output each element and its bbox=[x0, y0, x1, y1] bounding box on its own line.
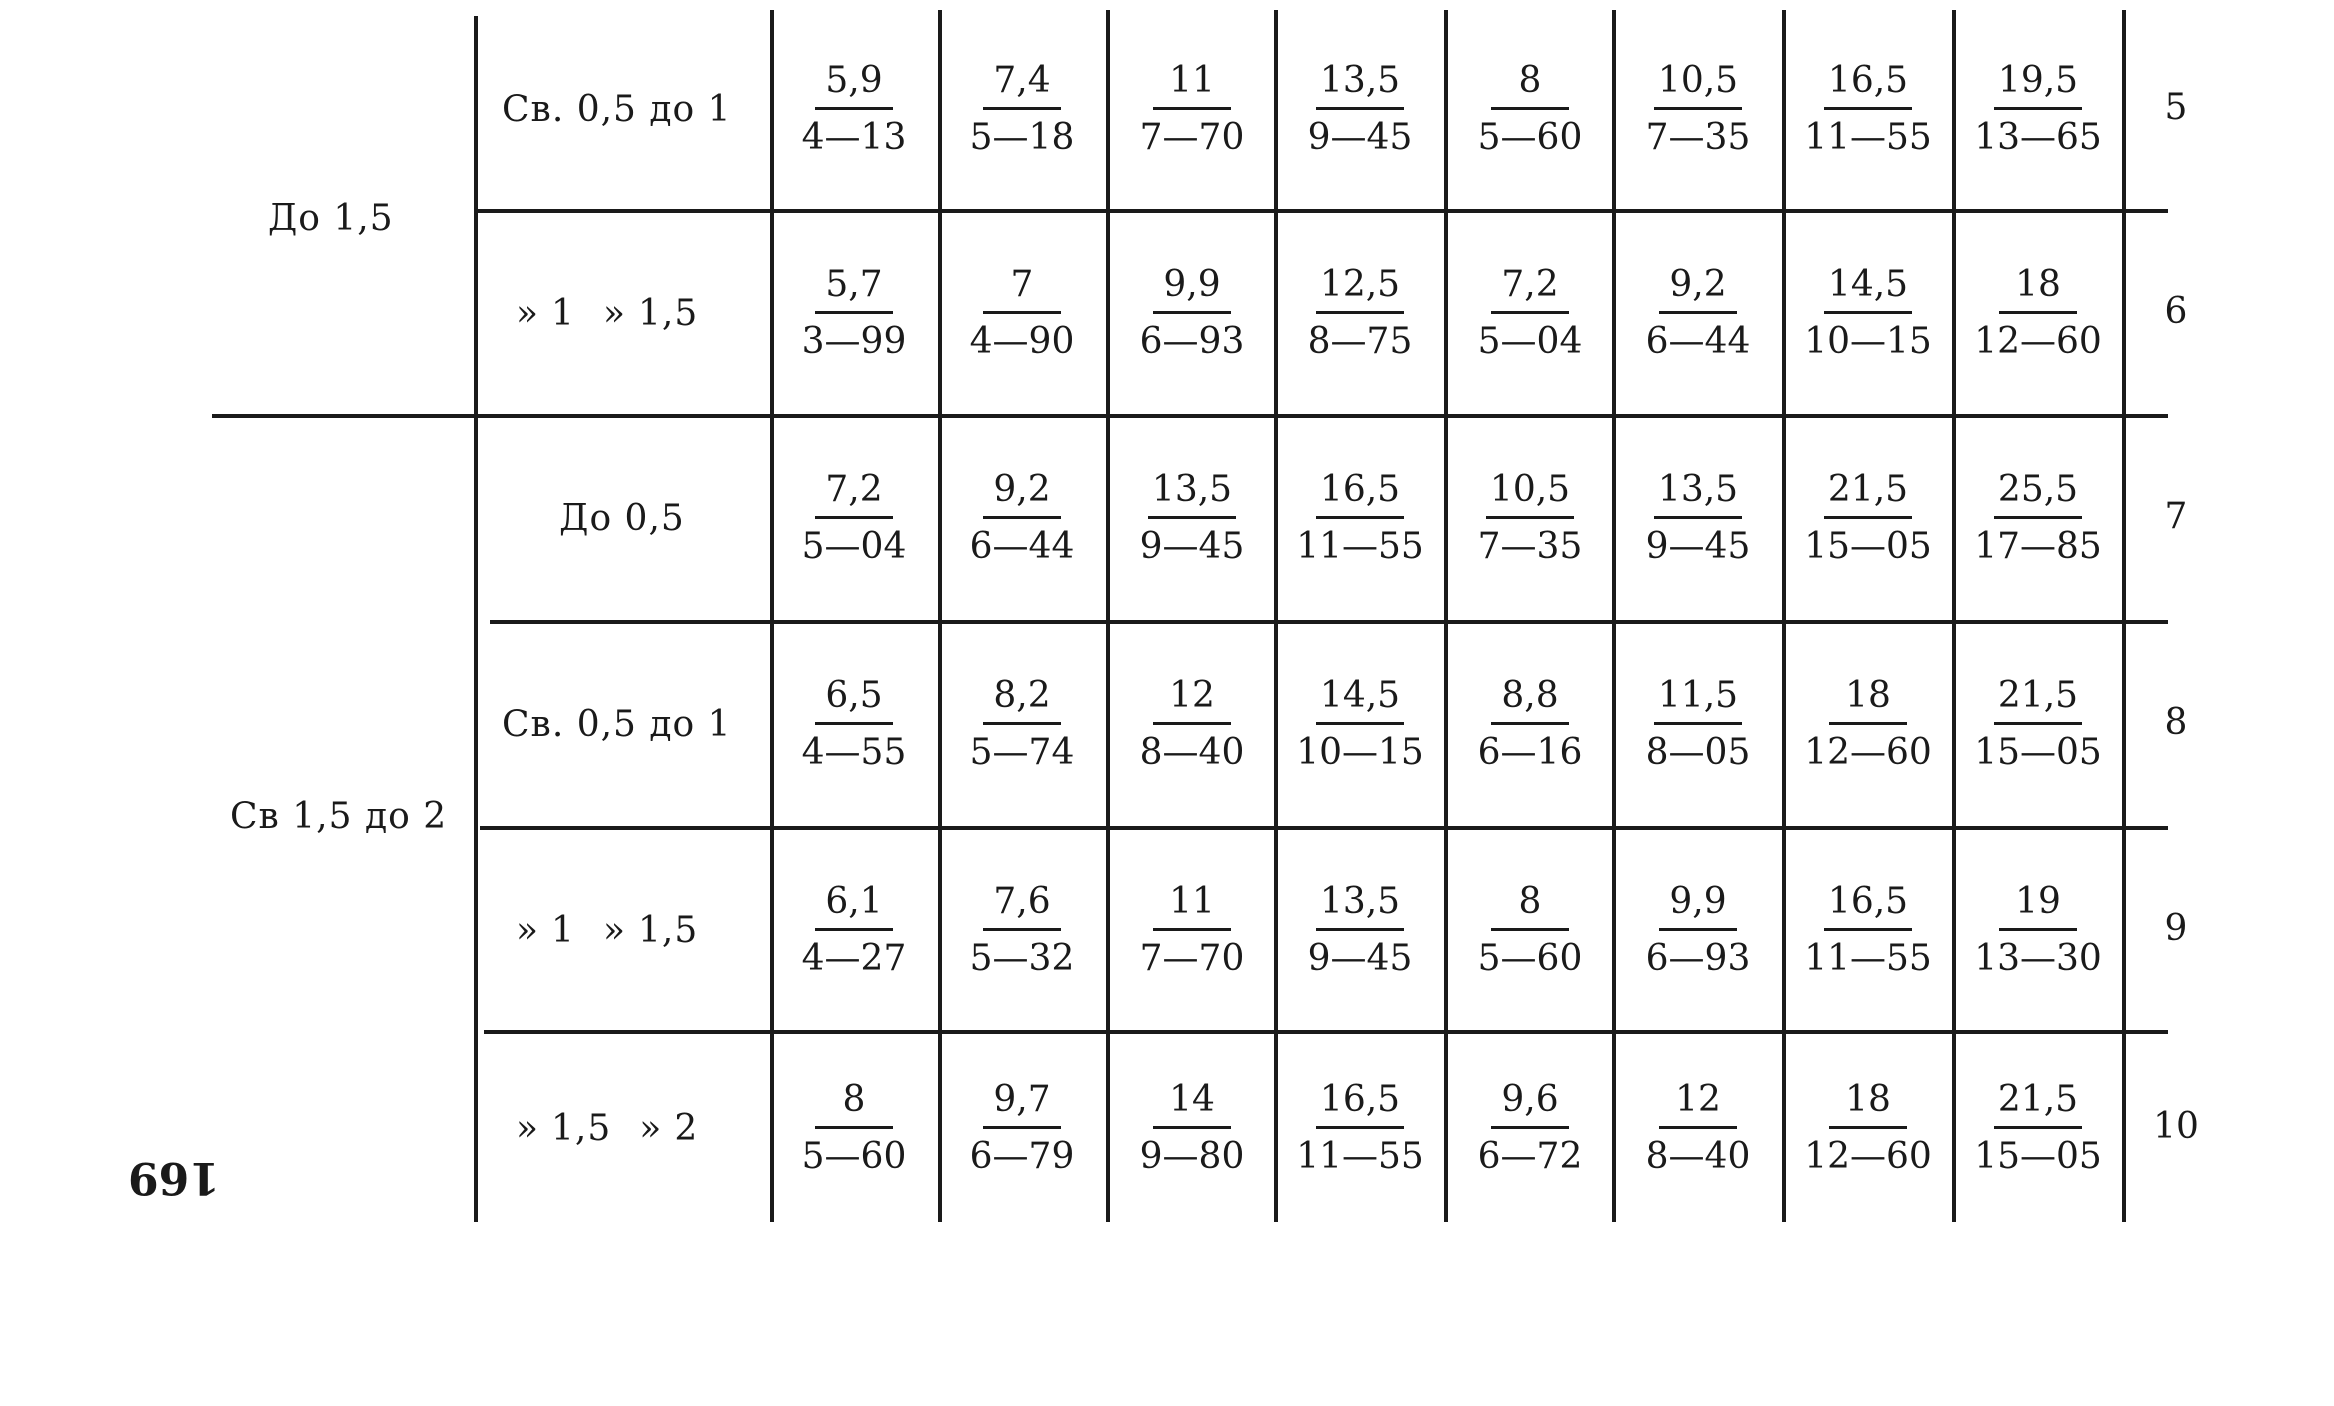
cell-numerator: 13,5 bbox=[1316, 63, 1404, 110]
cell-numerator: 9,6 bbox=[1491, 1082, 1569, 1129]
cell-numerator: 8 bbox=[815, 1082, 893, 1129]
cell-numerator: 14,5 bbox=[1824, 267, 1912, 314]
cell-numerator: 12,5 bbox=[1316, 267, 1404, 314]
cell-denominator: 15—05 bbox=[1974, 731, 2102, 773]
column-line bbox=[2122, 10, 2126, 1222]
fraction-cell bbox=[1784, 1034, 1952, 1222]
group-label: Св 1,5 до 2 bbox=[230, 796, 448, 837]
cell-denominator: 10—15 bbox=[1804, 320, 1932, 362]
fraction-cell bbox=[1108, 212, 1276, 414]
cell-numerator: 16,5 bbox=[1824, 63, 1912, 110]
cell-denominator: 12—60 bbox=[1804, 731, 1932, 773]
cell-numerator: 9,2 bbox=[1659, 267, 1737, 314]
fraction-cell bbox=[1784, 10, 1952, 208]
cell-numerator: 9,7 bbox=[983, 1082, 1061, 1129]
cell-denominator: 8—40 bbox=[1139, 731, 1245, 773]
range-text: 1,5 bbox=[551, 1107, 612, 1149]
cell-denominator: 6—79 bbox=[969, 1135, 1075, 1177]
cell-denominator: 5—74 bbox=[969, 731, 1075, 773]
fraction-cell bbox=[1446, 10, 1614, 208]
cell-numerator: 11 bbox=[1153, 63, 1231, 110]
range-text: » bbox=[639, 1107, 663, 1149]
fraction-cell bbox=[938, 1034, 1106, 1222]
cell-denominator: 9—45 bbox=[1139, 525, 1245, 567]
range-text: 1 bbox=[551, 909, 575, 951]
cell-denominator: 7—70 bbox=[1139, 937, 1245, 979]
cell-numerator: 12 bbox=[1659, 1082, 1737, 1129]
fraction-cell bbox=[938, 622, 1106, 826]
fraction-cell bbox=[1784, 830, 1952, 1030]
cell-numerator: 10,5 bbox=[1654, 63, 1742, 110]
cell-numerator: 12 bbox=[1153, 678, 1231, 725]
cell-denominator: 9—45 bbox=[1645, 525, 1751, 567]
cell-denominator: 8—05 bbox=[1645, 731, 1751, 773]
fraction-cell bbox=[938, 212, 1106, 414]
range-label bbox=[502, 702, 752, 746]
cell-numerator: 18 bbox=[1829, 1082, 1907, 1129]
fraction-cell bbox=[1954, 1034, 2122, 1222]
fraction-cell bbox=[1954, 830, 2122, 1030]
cell-denominator: 4—13 bbox=[801, 116, 907, 158]
range-label bbox=[502, 291, 752, 335]
cell-numerator: 7,2 bbox=[815, 472, 893, 519]
page-number: 169 bbox=[128, 1152, 220, 1203]
range-text: 2 bbox=[674, 1107, 699, 1149]
row-number: 6 bbox=[2164, 291, 2188, 332]
fraction-cell bbox=[1108, 418, 1276, 618]
cell-denominator: 7—35 bbox=[1645, 116, 1751, 158]
cell-denominator: 9—45 bbox=[1307, 937, 1413, 979]
fraction-cell bbox=[1954, 212, 2122, 414]
cell-numerator: 13,5 bbox=[1148, 472, 1236, 519]
cell-denominator: 13—30 bbox=[1974, 937, 2102, 979]
range-text: Св. 0,5 до 1 bbox=[502, 703, 732, 745]
fraction-cell bbox=[1446, 830, 1614, 1030]
cell-numerator: 7,6 bbox=[983, 884, 1061, 931]
fraction-cell bbox=[770, 10, 938, 208]
cell-numerator: 16,5 bbox=[1316, 472, 1404, 519]
fraction-cell bbox=[1954, 622, 2122, 826]
cell-denominator: 5—60 bbox=[1477, 116, 1583, 158]
fraction-cell bbox=[770, 830, 938, 1030]
cell-denominator: 3—99 bbox=[801, 320, 907, 362]
fraction-cell bbox=[1446, 212, 1614, 414]
cell-denominator: 6—93 bbox=[1139, 320, 1245, 362]
cell-numerator: 11 bbox=[1153, 884, 1231, 931]
cell-denominator: 4—27 bbox=[801, 937, 907, 979]
cell-numerator: 8 bbox=[1491, 63, 1569, 110]
cell-denominator: 7—35 bbox=[1477, 525, 1583, 567]
cell-denominator: 5—60 bbox=[801, 1135, 907, 1177]
range-label bbox=[502, 496, 742, 540]
cell-denominator: 6—44 bbox=[1645, 320, 1751, 362]
cell-denominator: 12—60 bbox=[1804, 1135, 1932, 1177]
cell-denominator: 6—93 bbox=[1645, 937, 1751, 979]
fraction-cell bbox=[938, 830, 1106, 1030]
fraction-cell bbox=[770, 1034, 938, 1222]
cell-denominator: 5—04 bbox=[801, 525, 907, 567]
range-text: До 0,5 bbox=[559, 497, 685, 539]
fraction-cell bbox=[1446, 418, 1614, 618]
fraction-cell bbox=[1276, 212, 1444, 414]
cell-numerator: 9,9 bbox=[1659, 884, 1737, 931]
range-text: 1,5 bbox=[637, 909, 699, 951]
range-text: » bbox=[602, 909, 626, 951]
fraction-cell bbox=[1614, 1034, 1782, 1222]
cell-denominator: 9—80 bbox=[1139, 1135, 1245, 1177]
cell-denominator: 5—32 bbox=[969, 937, 1075, 979]
fraction-cell bbox=[1784, 212, 1952, 414]
cell-denominator: 8—75 bbox=[1307, 320, 1413, 362]
range-text: » bbox=[516, 292, 540, 334]
row-number: 8 bbox=[2164, 702, 2188, 743]
fraction-cell bbox=[1108, 1034, 1276, 1222]
range-text: » bbox=[602, 292, 626, 334]
cell-numerator: 9,9 bbox=[1153, 267, 1231, 314]
fraction-cell bbox=[938, 418, 1106, 618]
cell-numerator: 21,5 bbox=[1994, 1082, 2082, 1129]
cell-denominator: 5—60 bbox=[1477, 937, 1583, 979]
fraction-cell bbox=[1614, 418, 1782, 618]
fraction-cell bbox=[1614, 212, 1782, 414]
fraction-cell bbox=[1108, 10, 1276, 208]
fraction-cell bbox=[1784, 418, 1952, 618]
range-label bbox=[502, 87, 752, 131]
row-number: 5 bbox=[2164, 87, 2188, 128]
cell-numerator: 13,5 bbox=[1316, 884, 1404, 931]
range-text: Св. 0,5 до 1 bbox=[502, 88, 732, 130]
fraction-cell bbox=[1276, 622, 1444, 826]
cell-numerator: 21,5 bbox=[1824, 472, 1912, 519]
cell-denominator: 6—72 bbox=[1477, 1135, 1583, 1177]
cell-denominator: 13—65 bbox=[1974, 116, 2102, 158]
cell-numerator: 11,5 bbox=[1654, 678, 1742, 725]
row-number: 10 bbox=[2153, 1106, 2199, 1147]
cell-denominator: 4—55 bbox=[801, 731, 907, 773]
cell-numerator: 16,5 bbox=[1316, 1082, 1404, 1129]
cell-denominator: 17—85 bbox=[1974, 525, 2102, 567]
fraction-cell bbox=[938, 10, 1106, 208]
row-number: 9 bbox=[2164, 908, 2188, 949]
cell-denominator: 15—05 bbox=[1804, 525, 1932, 567]
cell-denominator: 11—55 bbox=[1804, 937, 1932, 979]
cell-numerator: 14 bbox=[1153, 1082, 1231, 1129]
fraction-cell bbox=[1446, 622, 1614, 826]
cell-denominator: 12—60 bbox=[1974, 320, 2102, 362]
fraction-cell bbox=[1276, 1034, 1444, 1222]
fraction-cell bbox=[1276, 10, 1444, 208]
range-text: 1,5 bbox=[637, 292, 699, 334]
cell-denominator: 6—44 bbox=[969, 525, 1075, 567]
cell-numerator: 18 bbox=[1829, 678, 1907, 725]
fraction-cell bbox=[1276, 418, 1444, 618]
fraction-cell bbox=[1108, 622, 1276, 826]
cell-numerator: 25,5 bbox=[1994, 472, 2082, 519]
fraction-cell bbox=[1954, 10, 2122, 208]
cell-denominator: 10—15 bbox=[1296, 731, 1424, 773]
cell-numerator: 7,4 bbox=[983, 63, 1061, 110]
cell-denominator: 4—90 bbox=[969, 320, 1075, 362]
cell-denominator: 5—04 bbox=[1477, 320, 1583, 362]
cell-denominator: 6—16 bbox=[1477, 731, 1583, 773]
fraction-cell bbox=[1614, 622, 1782, 826]
cell-numerator: 13,5 bbox=[1654, 472, 1742, 519]
cell-numerator: 5,7 bbox=[815, 267, 893, 314]
group-label: До 1,5 bbox=[268, 198, 394, 239]
cell-numerator: 10,5 bbox=[1486, 472, 1574, 519]
cell-numerator: 6,1 bbox=[815, 884, 893, 931]
cell-denominator: 11—55 bbox=[1296, 525, 1424, 567]
fraction-cell bbox=[770, 212, 938, 414]
fraction-cell bbox=[1614, 830, 1782, 1030]
cell-numerator: 18 bbox=[1999, 267, 2077, 314]
cell-denominator: 7—70 bbox=[1139, 116, 1245, 158]
cell-denominator: 8—40 bbox=[1645, 1135, 1751, 1177]
fraction-cell bbox=[1954, 418, 2122, 618]
cell-numerator: 5,9 bbox=[815, 63, 893, 110]
range-label bbox=[502, 1106, 752, 1150]
fraction-cell bbox=[1784, 622, 1952, 826]
fraction-cell bbox=[1276, 830, 1444, 1030]
frame-line bbox=[474, 16, 478, 1222]
cell-numerator: 8,8 bbox=[1491, 678, 1569, 725]
cell-numerator: 14,5 bbox=[1316, 678, 1404, 725]
fraction-cell bbox=[1446, 1034, 1614, 1222]
cell-denominator: 11—55 bbox=[1804, 116, 1932, 158]
range-text: » bbox=[516, 1107, 540, 1149]
fraction-cell bbox=[770, 622, 938, 826]
range-text: » bbox=[516, 909, 540, 951]
fraction-cell bbox=[1108, 830, 1276, 1030]
cell-numerator: 8,2 bbox=[983, 678, 1061, 725]
range-label bbox=[502, 908, 752, 952]
cell-numerator: 8 bbox=[1491, 884, 1569, 931]
row-number: 7 bbox=[2164, 496, 2188, 537]
range-text: 1 bbox=[551, 292, 575, 334]
cell-numerator: 19 bbox=[1999, 884, 2077, 931]
cell-numerator: 7,2 bbox=[1491, 267, 1569, 314]
cell-numerator: 7 bbox=[983, 267, 1061, 314]
cell-numerator: 6,5 bbox=[815, 678, 893, 725]
cell-numerator: 16,5 bbox=[1824, 884, 1912, 931]
cell-numerator: 21,5 bbox=[1994, 678, 2082, 725]
cell-numerator: 19,5 bbox=[1994, 63, 2082, 110]
cell-denominator: 5—18 bbox=[969, 116, 1075, 158]
cell-denominator: 11—55 bbox=[1296, 1135, 1424, 1177]
cell-denominator: 9—45 bbox=[1307, 116, 1413, 158]
fraction-cell bbox=[1614, 10, 1782, 208]
cell-denominator: 15—05 bbox=[1974, 1135, 2102, 1177]
fraction-cell bbox=[770, 418, 938, 618]
cell-numerator: 9,2 bbox=[983, 472, 1061, 519]
